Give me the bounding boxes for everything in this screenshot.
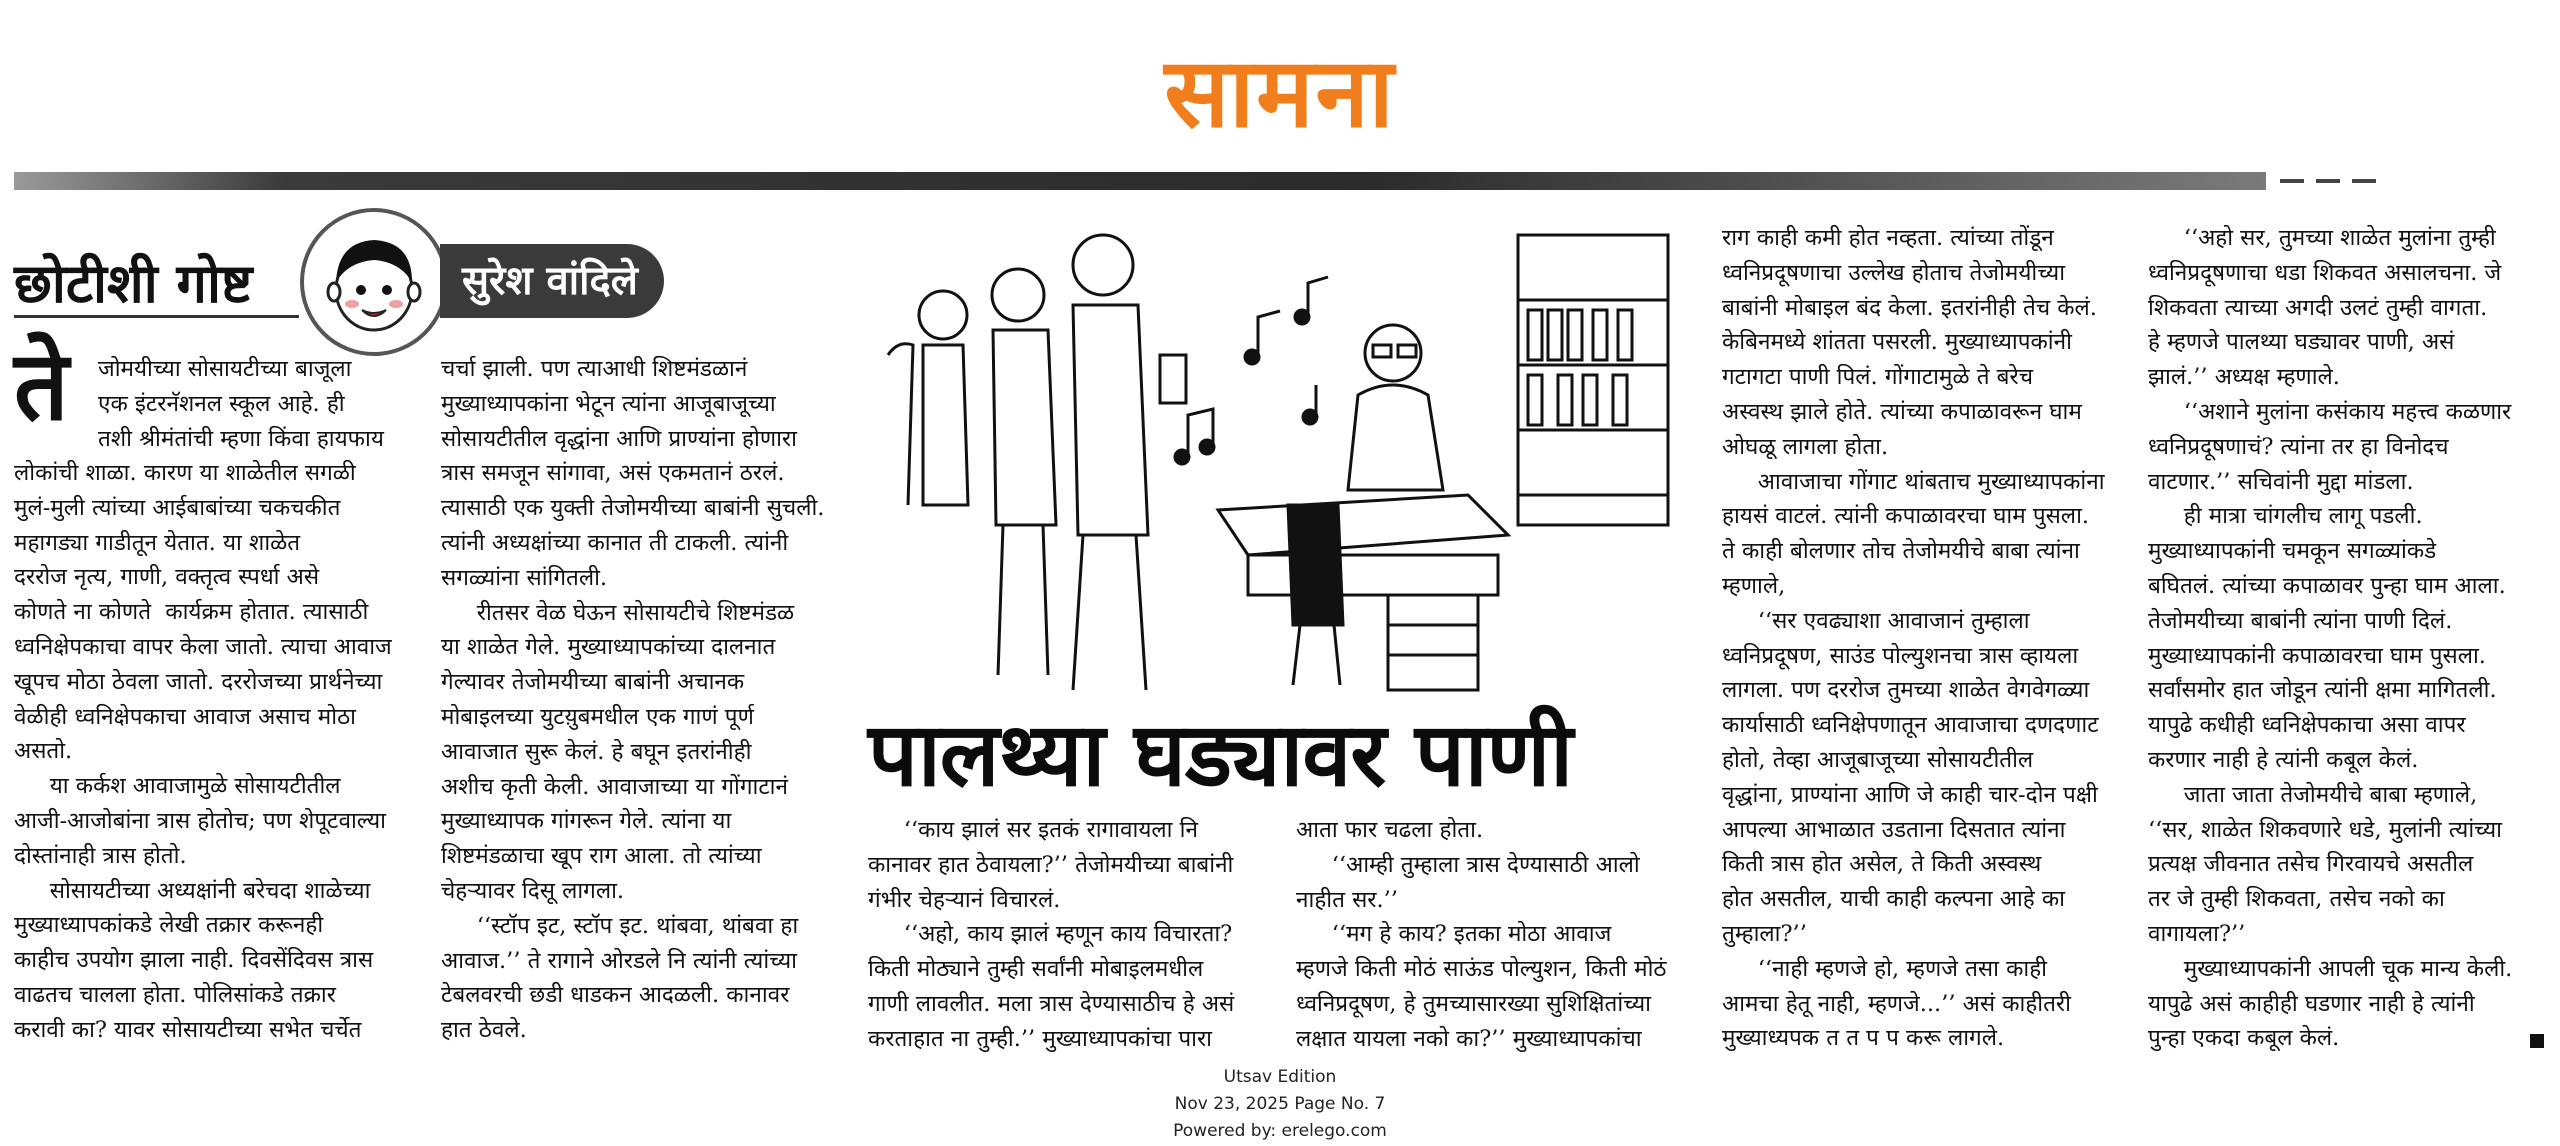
article-column-6: ‘‘अहो सर, तुमच्या शाळेत मुलांना तुम्ही ध्वनिप्रदूषणाचा धडा शिकवत असालचना. जे शिकवता त्याच्या अगदी उलटं तुम्ही वागता. हे म्हणजे पालथ्या घड्यावर पाणी, असं झालं.’’ अध्यक्ष म्हणाले. ‘‘अशाने मुलांना कसंकाय महत्त्व कळणार ध्वनिप्रदूषणाचं? त्यांना तर हा विनोदच वाटणार.’’ सचिवांनी मुद्दा मांडला. ही मात्रा चांगलीच लागू पडली. मुख्याध्यापकांनी चमकून सगळ्यांकडे बघितलं. त्यांच्या कपाळावर पुन्हा घाम आला. तेजोमयीच्या बाबांनी त्यांना पाणी दिलं. मुख्याध्यापकांनी कपाळावरचा घाम पुसला. सर्वांसमोर हात जोडून त्यांनी क्षमा मागितली. यापुढे कधीही ध्वनिक्षेपकाचा असा वापर करणार नाही हे त्यांनी कबूल केलं. जाता जाता तेजोमयीचे बाबा म्हणाले, ‘‘सर, शाळेत शिकवणारे धडे, मुलांनी त्यांच्या प्रत्यक्ष जीवनात तसेच गिरवायचे असतील तर जे तुम्ही शिकवता, तसेच नको का वागायला?’’ मुख्याध्यापकांनी आपली चूक मान्य केली. यापुढे असं काहीही घडणार नाही हे त्यांनी पुन्हा एकदा कबूल केलं. — [2148, 225, 2513, 1052]
article-column-2: चर्चा झाली. पण त्याआधी शिष्टमंडळानं मुख्याध्यापकांना भेटून त्यांना आजूबाजूच्या सोसायटीतील वृद्धांना आणि प्राण्यांना होणारा त्रास समजून सांगावा, असं एकमतानं ठरलं. त्यासाठी एक युक्ती तेजोमयीच्या बाबांनी सुचली. त्यांनी अध्यक्षांच्या कानात ती टाकली. त्यांनी सगळ्यांना सांगितली. रीतसर वेळ घेऊन सोसायटीचे शिष्टमंडळ या शाळेत गेले. मुख्याध्यापकांच्या दालनात गेल्यावर तेजोमयीच्या बाबांनी अचानक मोबाइलच्या युटय़ुबमधील एक गाणं पूर्ण आवाजात सुरू केलं. हे बघून इतरांनीही अशीच कृती केली. आवाजाच्या या गोंगाटानं मुख्याध्यापक गांगरून गेले. त्यांना या शिष्टमंडळाचा खूप राग आला. तो त्यांच्या चेहऱ्यावर दिसू लागला. ‘‘स्टॉप इट, स्टॉप इट. थांबवा, थांबवा हा आवाज.’’ ते रागाने ओरडले नि त्यांनी त्यांच्या टेबलवरची छडी धाडकन आदळली. कानावर हात ठेवले. — [441, 356, 825, 1044]
drop-cap: ते — [14, 330, 69, 442]
cartoon-illustration — [868, 205, 1694, 695]
footer-date-page: Nov 23, 2025 Page No. 7 — [1174, 1094, 1386, 1114]
article-column-3: ‘‘काय झालं सर इतकं रागावायला नि कानावर हात ठेवायला?’’ तेजोमयीच्या बाबांनी गंभीर चेहऱ्यानं विचारलं. ‘‘अहो, काय झालं म्हणून काय विचारता? किती मोठ्याने तुम्ही सर्वांनी मोबाइलमधील गाणी लावलीत. मला त्रास देण्यासाठीच हे असं करताहात ना तुम्ही.’’ मुख्याध्यापकांचा पारा — [868, 817, 1235, 1052]
article-column-5: राग काही कमी होत नव्हता. त्यांच्या तोंडून ध्वनिप्रदूषणाचा उल्लेख होताच तेजोमयीच्या बाबांनी मोबाइल बंद केला. इतरांनीही तेच केलं. केबिनमध्ये शांतता पसरली. मुख्याध्यापकांनी गटागटा पाणी पिलं. गोंगाटामुळे ते बरेच अस्वस्थ झाले होते. त्यांच्या कपाळावरून घाम ओघळू लागला होता. आवाजाचा गोंगाट थांबताच मुख्याध्यापकांना हायसं वाटलं. त्यांनी कपाळावरचा घाम पुसला. ते काही बोलणार तोच तेजोमयीचे बाबा त्यांना म्हणाले, ‘‘सर एवढ्याशा आवाजानं तुम्हाला ध्वनिप्रदूषण, साउंड पोल्युशनचा त्रास व्हायला लागला. पण दररोज तुमच्या शाळेत वेगवेगळ्या कार्यासाठी ध्वनिक्षेपणातून आवाजाचा दणदणाट होतो, तेव्हा आजूबाजूच्या सोसायटीतील वृद्धांना, प्राण्यांना आणि जे काही चार-दोन पक्षी आपल्या आभाळात उडताना दिसतात त्यांना किती त्रास होत असेल, ते किती अस्वस्थ होत असतील, याची काही कल्पना आहे का तुम्हाला?’’ ‘‘नाही म्हणजे हो, म्हणजे तसा काही आमचा हेतू नाही, म्हणजे...’’ असं काहीतरी मुख्याध्यपक त त प प करू लागले. — [1722, 225, 2105, 1052]
article-end-mark — [2530, 1034, 2544, 1048]
rule-ornament — [2280, 160, 2510, 190]
footer-powered-by: Powered by: erelego.com — [1173, 1121, 1387, 1141]
author-byline: सुरेश वांदिले — [440, 244, 664, 318]
article-column-1: लोकांची शाळा. कारण या शाळेतील सगळी मुलं-मुली त्यांच्या आईबाबांच्या चकचकीत महागड्या गाडीतून येतात. या शाळेत दररोज नृत्य, गाणी, वक्तृत्व स्पर्धा असे कोणते ना कोणते कार्यक्रम होतात. त्यासाठी ध्वनिक्षेपकाचा वापर केला जातो. त्याचा आवाज खूपच मोठा ठेवला जातो. दररोजच्या प्रार्थनेच्या वेळीही ध्वनिक्षेपकाचा आवाज असाच मोठा असतो. या कर्कश आवाजामुळे सोसायटीतील आजी-आजोबांना त्रास होतोच; पण शेपूटवाल्या दोस्तांनाही त्रास होतो. सोसायटीच्या अध्यक्षांनी बरेचदा शाळेच्या मुख्याध्यापकांकडे लेखी तक्रार करूनही काहीच उपयोग झाला नाही. दिवसेंदिवस त्रास वाढतच चालला होता. पोलिसांकडे तक्रार करावी का? यावर सोसायटीच्या सभेत चर्चेत — [14, 460, 392, 1043]
article-column-1-lead: जोमयीच्या सोसायटीच्या बाजूला एक इंटरनॅशनल स्कूल आहे. ही तशी श्रीमंतांची म्हणा किंवा हायफाय — [98, 356, 384, 452]
footer-edition: Utsav Edition — [1223, 1067, 1337, 1087]
kicker-underline — [14, 315, 299, 318]
page-footer — [0, 1064, 2560, 1145]
column-kicker: छोटीशी गोष्ट — [14, 252, 253, 315]
article-headline: पालथ्या घड्यावर पाणी — [868, 703, 1573, 806]
header-rule — [14, 172, 2266, 190]
masthead-logo: सामना — [1164, 37, 1396, 149]
article-column-4: आता फार चढला होता. ‘‘आम्ही तुम्हाला त्रास देण्यासाठी आलो नाहीत सर.’’ ‘‘मग हे काय? इतका मोठा आवाज म्हणजे किती मोठं साऊंड पोल्युशन, किती मोठं ध्वनिप्रदूषण, हे तुमच्यासारख्या सुशिक्षितांच्या लक्षात यायला नको का?’’ मुख्याध्यापकांचा — [1296, 817, 1667, 1052]
author-avatar-icon — [300, 208, 448, 356]
